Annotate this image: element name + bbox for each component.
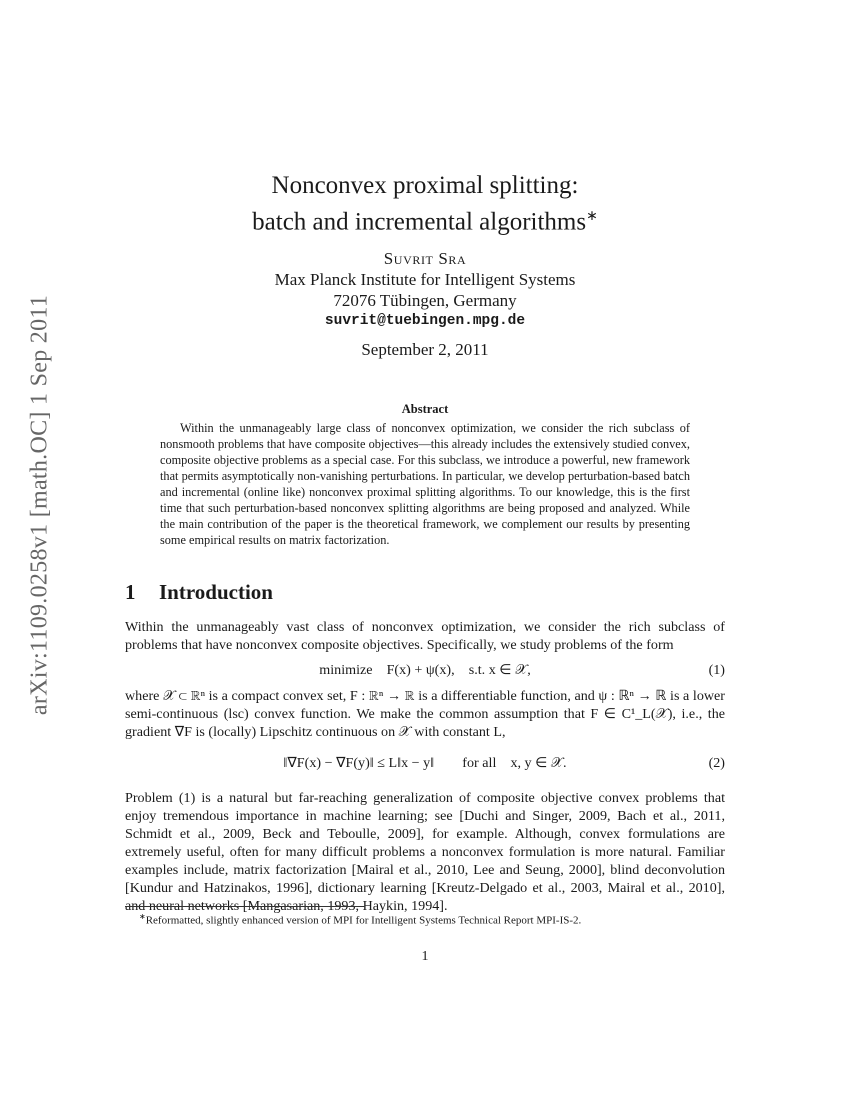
- equation-1-body: minimize F(x) + ψ(x), s.t. x ∈ 𝒳,: [319, 662, 531, 678]
- footnote-mark: ∗: [139, 912, 146, 921]
- section-number: 1: [125, 580, 136, 604]
- title-line-2: [125, 201, 725, 237]
- title-footnote-mark: ∗: [586, 209, 598, 224]
- footnote-text: Reformatted, slightly enhanced version of MPI for Intelligent Systems Technical Report MPI-IS-2.: [145, 914, 582, 927]
- author-institution: Max Planck Institute for Intelligent Systems: [274, 270, 576, 289]
- page-number: 1: [421, 949, 429, 964]
- paragraph-intro: Within the unmanageably vast class of nonconvex optimization, we consider the rich subclass of problems that have nonconvex composite objectives. Specifically, we study problems of the form: [125, 619, 725, 653]
- equation-2: [125, 755, 725, 772]
- section-heading: [125, 580, 273, 605]
- equation-1: [125, 662, 725, 679]
- section-title: Introduction: [159, 580, 273, 604]
- author-name: Suvrit Sra: [383, 249, 467, 268]
- equation-2-number: (2): [708, 755, 725, 771]
- paper-title: [125, 170, 725, 237]
- author-block: [125, 248, 725, 332]
- equation-1-number: (1): [708, 662, 725, 678]
- footnote: [125, 910, 725, 928]
- author-city: 72076 Tübingen, Germany: [333, 291, 517, 310]
- paragraph-assumptions: where 𝒳 ⊂ ℝⁿ is a compact convex set, F : ℝⁿ → ℝ is a differentiable function, and ψ : ℝⁿ → ℝ is a lower semi-continuous (lsc) convex function. We make the common assumption that F ∈ C¹_L(𝒳), i.e., the gradient ∇F is (locally) Lipschitz continuous on 𝒳 with constant L,: [125, 688, 725, 740]
- paragraph-motivation: Problem (1) is a natural but far-reaching generalization of composite objective convex problems that enjoy tremendous importance in machine learning; see [Duchi and Singer, 2009, Bach et al., 2011, Schmidt et al., 2009, Beck and Teboulle, 2009], for example. Although, convex formulations are extremely useful, often for many difficult problems a nonconvex formulation is more natural. Familiar examples include, matrix factorization [Mairal et al., 2010, Lee and Seung, 2000], blind deconvolution [Kundur and Hatzinakos, 1996], dictionary learning [Kreutz-Delgado et al., 2003, Mairal et al., 2010], and neural networks [Mangasarian, 1993, Haykin, 1994].: [125, 790, 725, 914]
- abstract-heading: Abstract: [401, 402, 449, 416]
- arxiv-stamp: [20, 260, 60, 750]
- author-email[interactable]: suvrit@tuebingen.mpg.de: [324, 313, 526, 329]
- equation-2-body: ‖∇F(x) − ∇F(y)‖ ≤ L‖x − y‖ for all x, y ∈ 𝒳.: [283, 755, 567, 771]
- title-line-2-text: batch and incremental algorithms: [252, 208, 587, 236]
- footnote-rule: [125, 906, 365, 907]
- title-line-1: Nonconvex proximal splitting:: [271, 172, 579, 199]
- abstract-text: Within the unmanageably large class of nonconvex optimization, we consider the rich subclass of nonsmooth problems that have composite objectives—this already includes the extensively studied convex, composite objective problems as a special case. For this subclass, we introduce a powerful, new framework that permits asymptotically non-vanishing perturbations. In particular, we develop perturbation-based batch and incremental (online like) nonconvex proximal splitting algorithms. To our knowledge, this is the first time that such perturbation-based nonconvex splitting algorithms are being proposed and analyzed. While the main contribution of the paper is the theoretical framework, we complement our results by presenting some empirical results on matrix factorization.: [160, 421, 690, 547]
- paper-date: September 2, 2011: [361, 340, 489, 359]
- arxiv-stamp-text: arXiv:1109.0258v1 [math.OC] 1 Sep 2011: [26, 294, 53, 716]
